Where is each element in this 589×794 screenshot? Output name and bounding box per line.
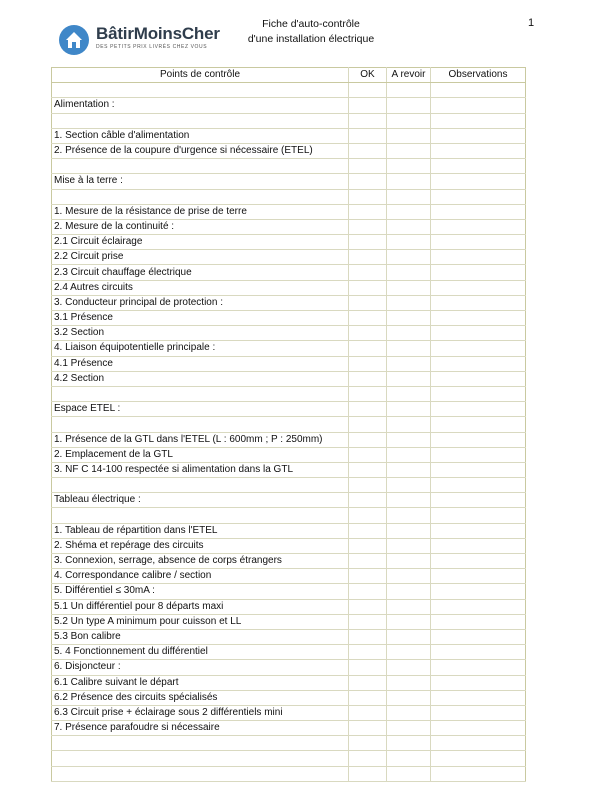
a-revoir-cell[interactable] (387, 356, 431, 371)
a-revoir-cell[interactable] (387, 508, 431, 523)
row-label: Mise à la terre : (52, 174, 349, 189)
table-row (52, 660, 526, 675)
a-revoir-cell[interactable] (387, 690, 431, 705)
row-label: 1. Mesure de la résistance de prise de terre (52, 204, 349, 219)
observations-cell[interactable] (431, 751, 526, 766)
observations-cell[interactable] (431, 113, 526, 128)
ok-cell[interactable] (349, 462, 387, 477)
observations-cell[interactable] (431, 721, 526, 736)
observations-cell[interactable] (431, 629, 526, 644)
row-label: 4. Correspondance calibre / section (52, 569, 349, 584)
table-row (52, 721, 526, 736)
observations-cell[interactable] (431, 645, 526, 660)
document-title (236, 17, 386, 47)
a-revoir-cell[interactable] (387, 159, 431, 174)
observations-cell[interactable] (431, 493, 526, 508)
table-row (52, 311, 526, 326)
a-revoir-cell[interactable] (387, 569, 431, 584)
observations-cell[interactable] (431, 736, 526, 751)
row-label (52, 113, 349, 128)
a-revoir-cell[interactable] (387, 721, 431, 736)
observations-cell[interactable] (431, 690, 526, 705)
table-row (52, 523, 526, 538)
row-label: 2.2 Circuit prise (52, 250, 349, 265)
ok-cell[interactable] (349, 660, 387, 675)
observations-cell[interactable] (431, 432, 526, 447)
table-row (52, 478, 526, 493)
table-row (52, 751, 526, 766)
a-revoir-cell[interactable] (387, 432, 431, 447)
observations-cell[interactable] (431, 356, 526, 371)
row-label: 5. 4 Fonctionnement du différentiel (52, 645, 349, 660)
row-label (52, 766, 349, 781)
ok-cell[interactable] (349, 98, 387, 113)
observations-cell[interactable] (431, 189, 526, 204)
table-row (52, 614, 526, 629)
row-label (52, 159, 349, 174)
a-revoir-cell[interactable] (387, 219, 431, 234)
row-label: 5.2 Un type A minimum pour cuisson et LL (52, 614, 349, 629)
ok-cell[interactable] (349, 402, 387, 417)
a-revoir-cell[interactable] (387, 371, 431, 386)
brand-tagline: DES PETITS PRIX LIVRÉS CHEZ VOUS (96, 44, 208, 50)
row-label: 2. Emplacement de la GTL (52, 447, 349, 462)
observations-cell[interactable] (431, 341, 526, 356)
header-observations: Observations (431, 68, 526, 83)
row-label (52, 736, 349, 751)
table-row (52, 705, 526, 720)
table-row (52, 219, 526, 234)
table-row (52, 295, 526, 310)
a-revoir-cell[interactable] (387, 660, 431, 675)
checklist-table (51, 67, 526, 782)
observations-cell[interactable] (431, 554, 526, 569)
observations-cell[interactable] (431, 614, 526, 629)
ok-cell[interactable] (349, 736, 387, 751)
a-revoir-cell[interactable] (387, 174, 431, 189)
observations-cell[interactable] (431, 295, 526, 310)
a-revoir-cell[interactable] (387, 584, 431, 599)
row-label: 6.3 Circuit prise + éclairage sous 2 différentiels mini (52, 705, 349, 720)
observations-cell[interactable] (431, 128, 526, 143)
observations-cell[interactable] (431, 538, 526, 553)
observations-cell[interactable] (431, 326, 526, 341)
ok-cell[interactable] (349, 356, 387, 371)
table-header-row (52, 68, 526, 83)
a-revoir-cell[interactable] (387, 599, 431, 614)
observations-cell[interactable] (431, 174, 526, 189)
table-row (52, 766, 526, 781)
a-revoir-cell[interactable] (387, 311, 431, 326)
ok-cell[interactable] (349, 508, 387, 523)
row-label: 3. Connexion, serrage, absence de corps étrangers (52, 554, 349, 569)
observations-cell[interactable] (431, 478, 526, 493)
observations-cell[interactable] (431, 83, 526, 98)
a-revoir-cell[interactable] (387, 402, 431, 417)
table-row (52, 280, 526, 295)
ok-cell[interactable] (349, 432, 387, 447)
observations-cell[interactable] (431, 705, 526, 720)
observations-cell[interactable] (431, 523, 526, 538)
ok-cell[interactable] (349, 584, 387, 599)
row-label: Alimentation : (52, 98, 349, 113)
ok-cell[interactable] (349, 83, 387, 98)
observations-cell[interactable] (431, 311, 526, 326)
observations-cell[interactable] (431, 599, 526, 614)
observations-cell[interactable] (431, 250, 526, 265)
table-row (52, 508, 526, 523)
table-row (52, 143, 526, 158)
a-revoir-cell[interactable] (387, 250, 431, 265)
row-label: 3. NF C 14-100 respectée si alimentation dans la GTL (52, 462, 349, 477)
row-label: Tableau électrique : (52, 493, 349, 508)
ok-cell[interactable] (349, 478, 387, 493)
a-revoir-cell[interactable] (387, 766, 431, 781)
ok-cell[interactable] (349, 143, 387, 158)
a-revoir-cell[interactable] (387, 417, 431, 432)
row-label: 6.1 Calibre suivant le départ (52, 675, 349, 690)
ok-cell[interactable] (349, 766, 387, 781)
row-label: 2.3 Circuit chauffage électrique (52, 265, 349, 280)
a-revoir-cell[interactable] (387, 736, 431, 751)
ok-cell[interactable] (349, 569, 387, 584)
table-row (52, 493, 526, 508)
table-row (52, 645, 526, 660)
row-label: 6. Disjoncteur : (52, 660, 349, 675)
observations-cell[interactable] (431, 447, 526, 462)
ok-cell[interactable] (349, 128, 387, 143)
a-revoir-cell[interactable] (387, 280, 431, 295)
observations-cell[interactable] (431, 265, 526, 280)
table-row (52, 386, 526, 401)
ok-cell[interactable] (349, 250, 387, 265)
row-label (52, 508, 349, 523)
house-icon (58, 24, 90, 56)
row-label (52, 478, 349, 493)
table-row (52, 554, 526, 569)
a-revoir-cell[interactable] (387, 113, 431, 128)
brand-name: BâtirMoinsCher (96, 24, 220, 43)
table-row (52, 341, 526, 356)
observations-cell[interactable] (431, 143, 526, 158)
ok-cell[interactable] (349, 311, 387, 326)
a-revoir-cell[interactable] (387, 189, 431, 204)
table-row (52, 447, 526, 462)
table-row (52, 599, 526, 614)
a-revoir-cell[interactable] (387, 204, 431, 219)
a-revoir-cell[interactable] (387, 128, 431, 143)
table-row (52, 629, 526, 644)
row-label: 7. Présence parafoudre si nécessaire (52, 721, 349, 736)
row-label (52, 189, 349, 204)
a-revoir-cell[interactable] (387, 447, 431, 462)
ok-cell[interactable] (349, 204, 387, 219)
ok-cell[interactable] (349, 493, 387, 508)
title-line-2: d'une installation électrique (247, 33, 375, 45)
title-line-1: Fiche d'auto-contrôle (262, 18, 360, 30)
a-revoir-cell[interactable] (387, 614, 431, 629)
a-revoir-cell[interactable] (387, 675, 431, 690)
table-row (52, 417, 526, 432)
a-revoir-cell[interactable] (387, 629, 431, 644)
row-label: 2. Shéma et repérage des circuits (52, 538, 349, 553)
row-label: 5.3 Bon calibre (52, 629, 349, 644)
observations-cell[interactable] (431, 386, 526, 401)
row-label: 1. Présence de la GTL dans l'ETEL (L : 600mm ; P : 250mm) (52, 432, 349, 447)
ok-cell[interactable] (349, 326, 387, 341)
row-label: 2. Présence de la coupure d'urgence si nécessaire (ETEL) (52, 143, 349, 158)
a-revoir-cell[interactable] (387, 751, 431, 766)
ok-cell[interactable] (349, 751, 387, 766)
ok-cell[interactable] (349, 371, 387, 386)
table-row (52, 432, 526, 447)
row-label: 6.2 Présence des circuits spécialisés (52, 690, 349, 705)
a-revoir-cell[interactable] (387, 265, 431, 280)
ok-cell[interactable] (349, 705, 387, 720)
table-row (52, 356, 526, 371)
table-row (52, 690, 526, 705)
row-label (52, 386, 349, 401)
table-row (52, 204, 526, 219)
ok-cell[interactable] (349, 675, 387, 690)
row-label: 4.2 Section (52, 371, 349, 386)
table-row (52, 371, 526, 386)
row-label: 2.4 Autres circuits (52, 280, 349, 295)
a-revoir-cell[interactable] (387, 523, 431, 538)
row-label: 1. Tableau de répartition dans l'ETEL (52, 523, 349, 538)
header-a-revoir: A revoir (387, 68, 431, 83)
observations-cell[interactable] (431, 584, 526, 599)
ok-cell[interactable] (349, 295, 387, 310)
ok-cell[interactable] (349, 386, 387, 401)
row-label: 5. Différentiel ≤ 30mA : (52, 584, 349, 599)
row-label: 5.1 Un différentiel pour 8 départs maxi (52, 599, 349, 614)
observations-cell[interactable] (431, 462, 526, 477)
row-label (52, 83, 349, 98)
a-revoir-cell[interactable] (387, 326, 431, 341)
ok-cell[interactable] (349, 645, 387, 660)
a-revoir-cell[interactable] (387, 83, 431, 98)
ok-cell[interactable] (349, 523, 387, 538)
ok-cell[interactable] (349, 235, 387, 250)
observations-cell[interactable] (431, 569, 526, 584)
row-label: 3.2 Section (52, 326, 349, 341)
a-revoir-cell[interactable] (387, 462, 431, 477)
table-row (52, 265, 526, 280)
ok-cell[interactable] (349, 159, 387, 174)
table-row (52, 538, 526, 553)
table-row (52, 83, 526, 98)
table-row (52, 326, 526, 341)
ok-cell[interactable] (349, 721, 387, 736)
ok-cell[interactable] (349, 417, 387, 432)
observations-cell[interactable] (431, 235, 526, 250)
table-row (52, 235, 526, 250)
header-points: Points de contrôle (52, 68, 349, 83)
observations-cell[interactable] (431, 371, 526, 386)
a-revoir-cell[interactable] (387, 295, 431, 310)
table-row (52, 174, 526, 189)
ok-cell[interactable] (349, 174, 387, 189)
row-label: 3.1 Présence (52, 311, 349, 326)
observations-cell[interactable] (431, 402, 526, 417)
row-label: 3. Conducteur principal de protection : (52, 295, 349, 310)
table-row (52, 569, 526, 584)
ok-cell[interactable] (349, 599, 387, 614)
table-row (52, 462, 526, 477)
a-revoir-cell[interactable] (387, 235, 431, 250)
observations-cell[interactable] (431, 204, 526, 219)
ok-cell[interactable] (349, 629, 387, 644)
row-label: 2.1 Circuit éclairage (52, 235, 349, 250)
ok-cell[interactable] (349, 189, 387, 204)
a-revoir-cell[interactable] (387, 98, 431, 113)
ok-cell[interactable] (349, 265, 387, 280)
ok-cell[interactable] (349, 113, 387, 128)
page-number: 1 (528, 17, 535, 29)
table-row (52, 584, 526, 599)
ok-cell[interactable] (349, 447, 387, 462)
ok-cell[interactable] (349, 614, 387, 629)
a-revoir-cell[interactable] (387, 478, 431, 493)
row-label: Espace ETEL : (52, 402, 349, 417)
table-row (52, 159, 526, 174)
a-revoir-cell[interactable] (387, 341, 431, 356)
ok-cell[interactable] (349, 280, 387, 295)
table-row (52, 736, 526, 751)
a-revoir-cell[interactable] (387, 554, 431, 569)
ok-cell[interactable] (349, 219, 387, 234)
table-row (52, 113, 526, 128)
ok-cell[interactable] (349, 538, 387, 553)
observations-cell[interactable] (431, 660, 526, 675)
table-row (52, 98, 526, 113)
a-revoir-cell[interactable] (387, 645, 431, 660)
observations-cell[interactable] (431, 280, 526, 295)
observations-cell[interactable] (431, 508, 526, 523)
a-revoir-cell[interactable] (387, 143, 431, 158)
observations-cell[interactable] (431, 675, 526, 690)
ok-cell[interactable] (349, 554, 387, 569)
ok-cell[interactable] (349, 690, 387, 705)
table-row (52, 250, 526, 265)
observations-cell[interactable] (431, 98, 526, 113)
observations-cell[interactable] (431, 766, 526, 781)
a-revoir-cell[interactable] (387, 538, 431, 553)
a-revoir-cell[interactable] (387, 386, 431, 401)
row-label: 4. Liaison équipotentielle principale : (52, 341, 349, 356)
table-row (52, 189, 526, 204)
table-row (52, 675, 526, 690)
row-label (52, 417, 349, 432)
a-revoir-cell[interactable] (387, 705, 431, 720)
observations-cell[interactable] (431, 417, 526, 432)
ok-cell[interactable] (349, 341, 387, 356)
row-label: 4.1 Présence (52, 356, 349, 371)
table-row (52, 402, 526, 417)
table-row (52, 128, 526, 143)
row-label (52, 751, 349, 766)
row-label: 2. Mesure de la continuité : (52, 219, 349, 234)
header-ok: OK (349, 68, 387, 83)
row-label: 1. Section câble d'alimentation (52, 128, 349, 143)
a-revoir-cell[interactable] (387, 493, 431, 508)
observations-cell[interactable] (431, 219, 526, 234)
observations-cell[interactable] (431, 159, 526, 174)
